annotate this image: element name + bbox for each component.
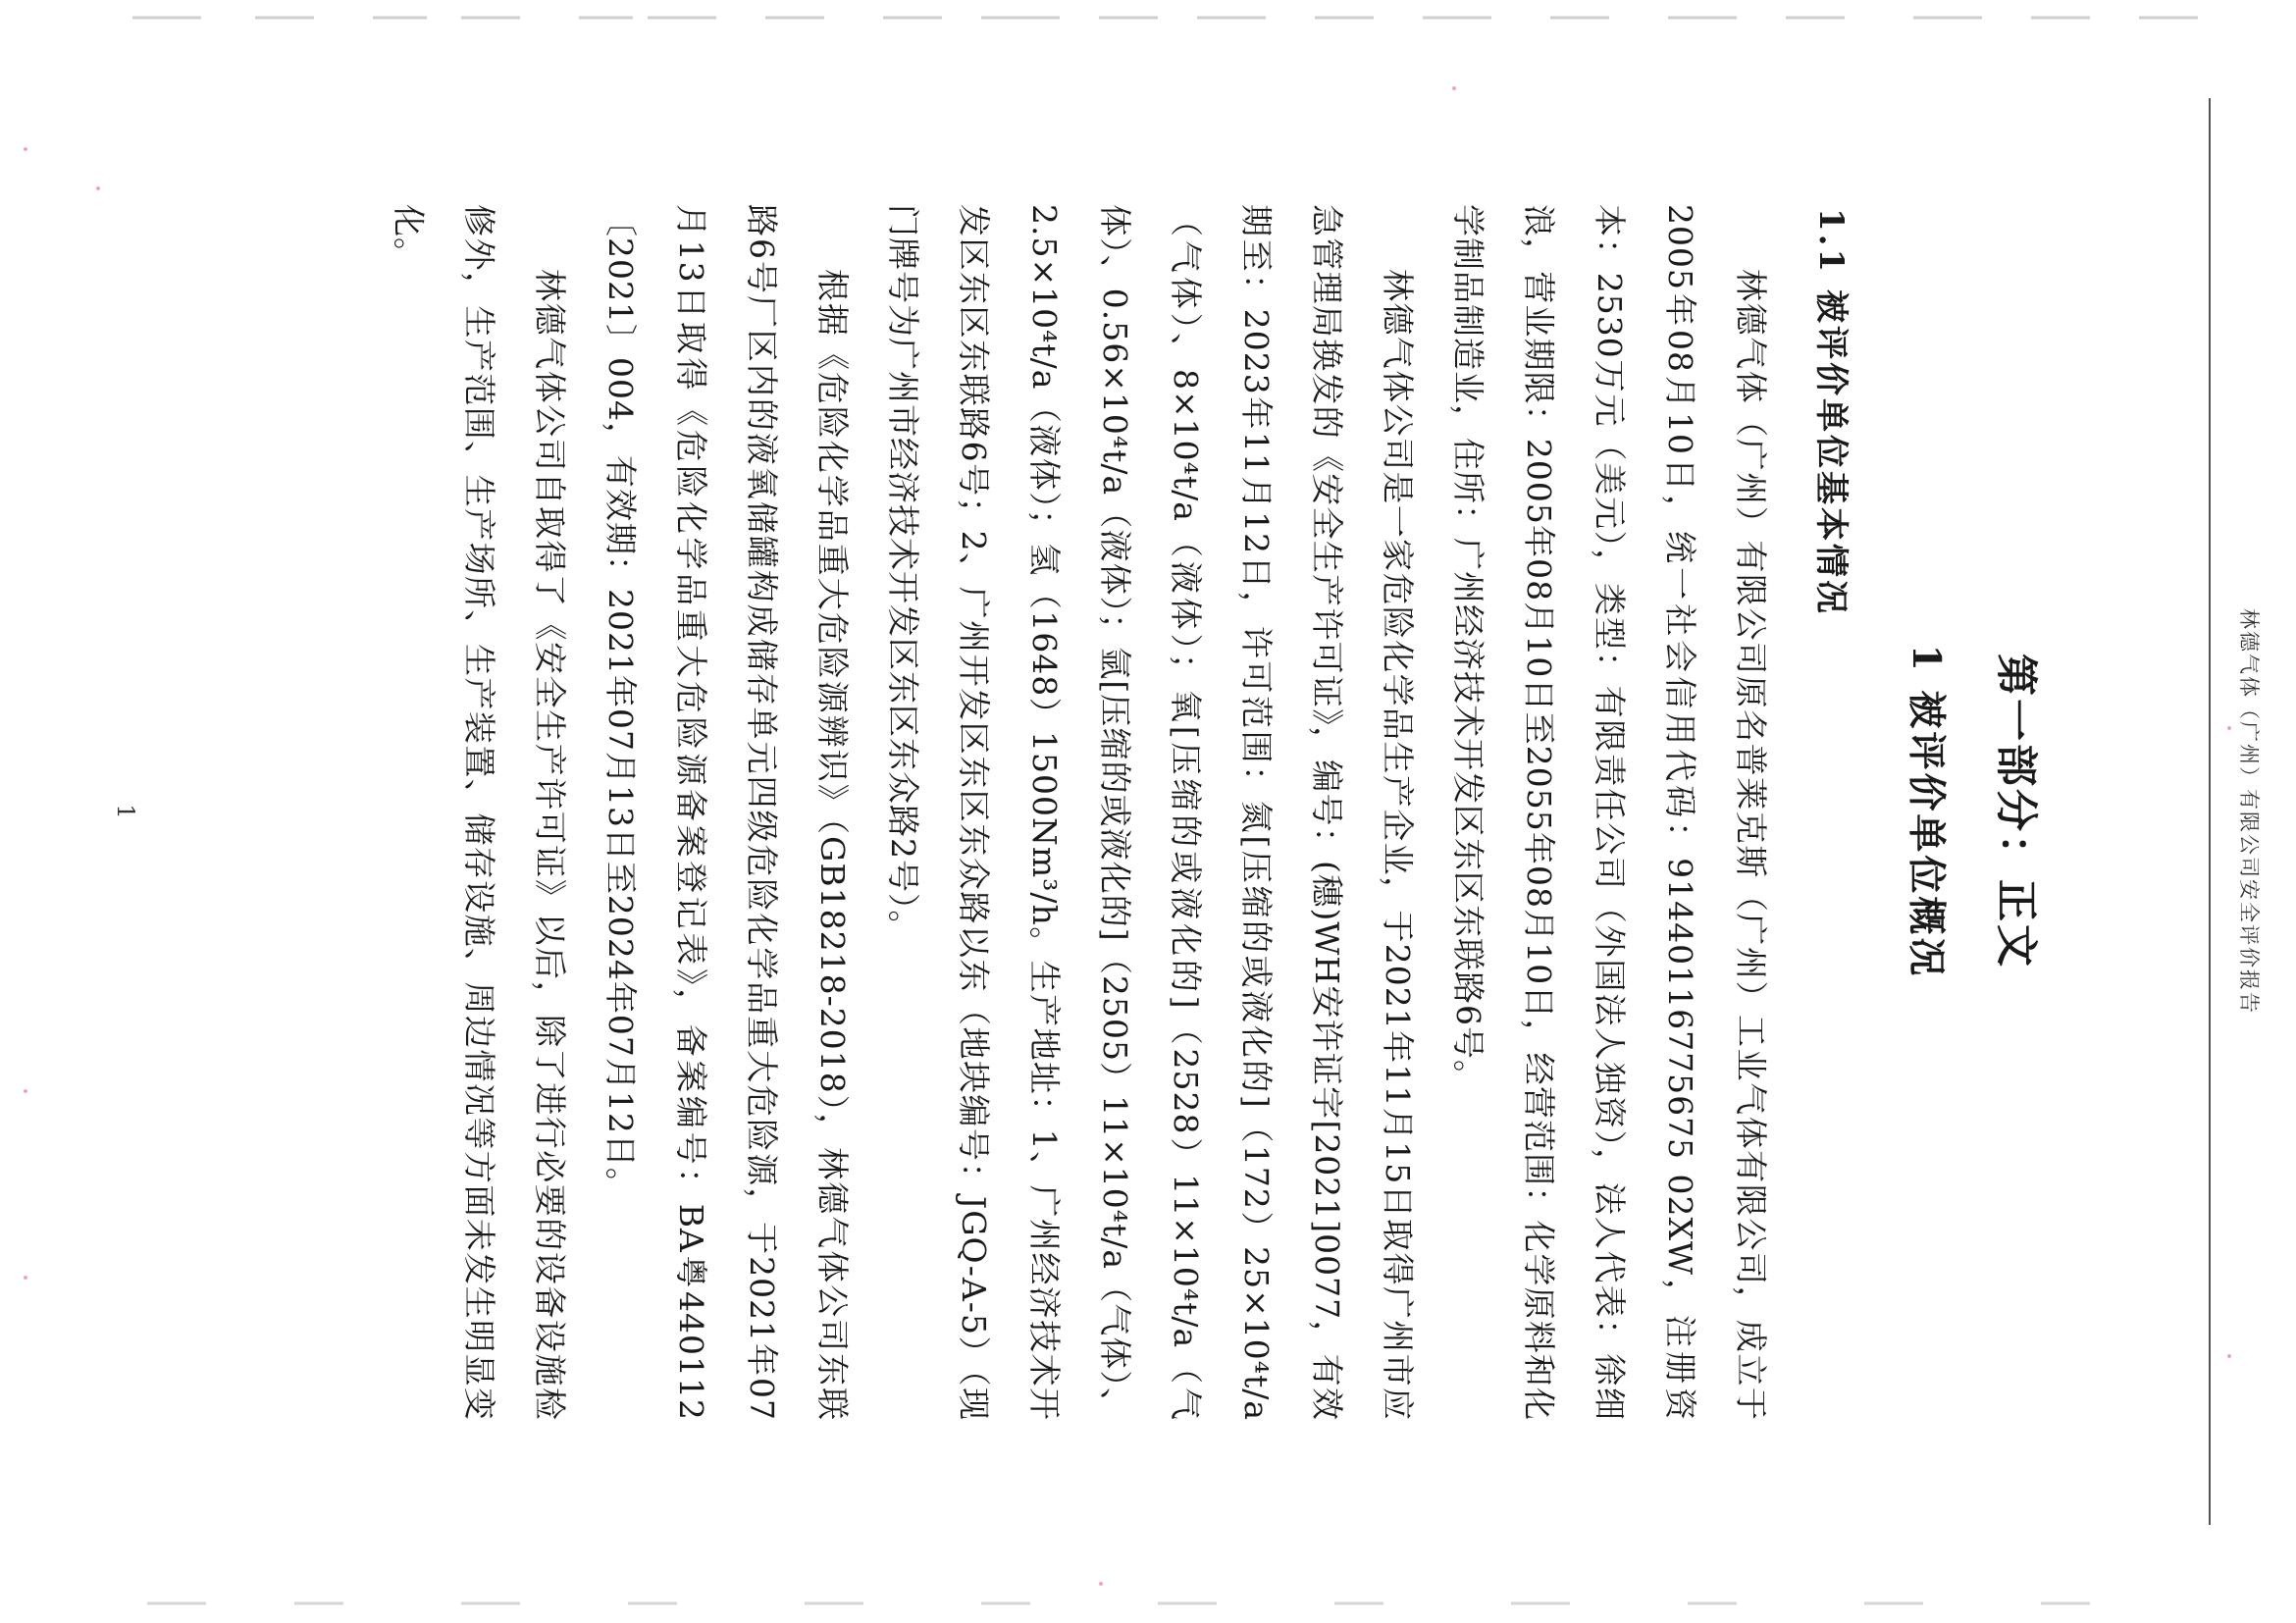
paragraph-safety-license: 林德气体公司是一家危险化学品生产企业，于2021年11月15日取得广州市应急管理局换发的《安全生产许可证》，编号：(穗)WH安许证字[2021]0077，有效期至：2023年11月12日，许可范围：氮[压缩的或液化的]（172）25×10⁴t/a（气体）、8×10⁴t/a（液体）；氧[压缩的或液化的]（2528）11×10⁴t/a（气体）、0.56×10⁴t/a（液体）；氩[压缩的或液化的]（2505）11×10⁴t/a（气体）、2.5×10⁴t/a（液体）；氢（1648）1500Nm³/h。生产地址：1、广州经济技术开发区东区东联路6号；2、广州开发区东区东众路以东（地块编号：JGQ-A-5）（现门牌号为广州市经济技术开发区东区东众路2号）。: [884, 204, 1417, 1421]
paragraph-no-change: 林德气体公司自取得了《安全生产许可证》以后，除了进行必要的设备设施检修外，生产范围、生产场所、生产装置、储存设施、周边情况等方面未发生明显变化。: [390, 204, 569, 1421]
body-text: [373, 204, 1786, 1421]
page-number: 1: [112, 804, 139, 819]
header-rule: [2209, 98, 2211, 1525]
section-title: 1.1 被评价单位基本情况: [1811, 208, 1851, 616]
chapter-title: 1 被评价单位概况: [1904, 644, 1949, 979]
paragraph-major-hazard: 根据《危险化学品重大危险源辨识》（GB18218-2018），林德气体公司东联路6号厂区内的液氧储罐构成储存单元四级危险化学品重大危险源，于2021年07月13日取得《危险化学品重大危险源备案登记表》，备案编号：BA粤440112〔2021〕004，有效期：2021年07月13日至2024年07月12日。: [601, 204, 852, 1421]
part-title: 第一部分：正文: [1991, 654, 2040, 969]
running-header: 林德气体（广州）有限公司安全评价报告: [2237, 608, 2261, 1015]
paragraph-company-info: 林德气体（广州）有限公司原名普莱克斯（广州）工业气体有限公司，成立于2005年08月10日，统一社会信用代码：91440116775675 02XW，注册资本：2530万元（美元），类型：有限责任公司（外国法人独资），法人代表：徐细浪，营业期限：2005年08月10日至2055年08月10日，经营范围：化学原料和化学制品制造业，住所：广州经济技术开发区东区东联路6号。: [1449, 204, 1770, 1421]
